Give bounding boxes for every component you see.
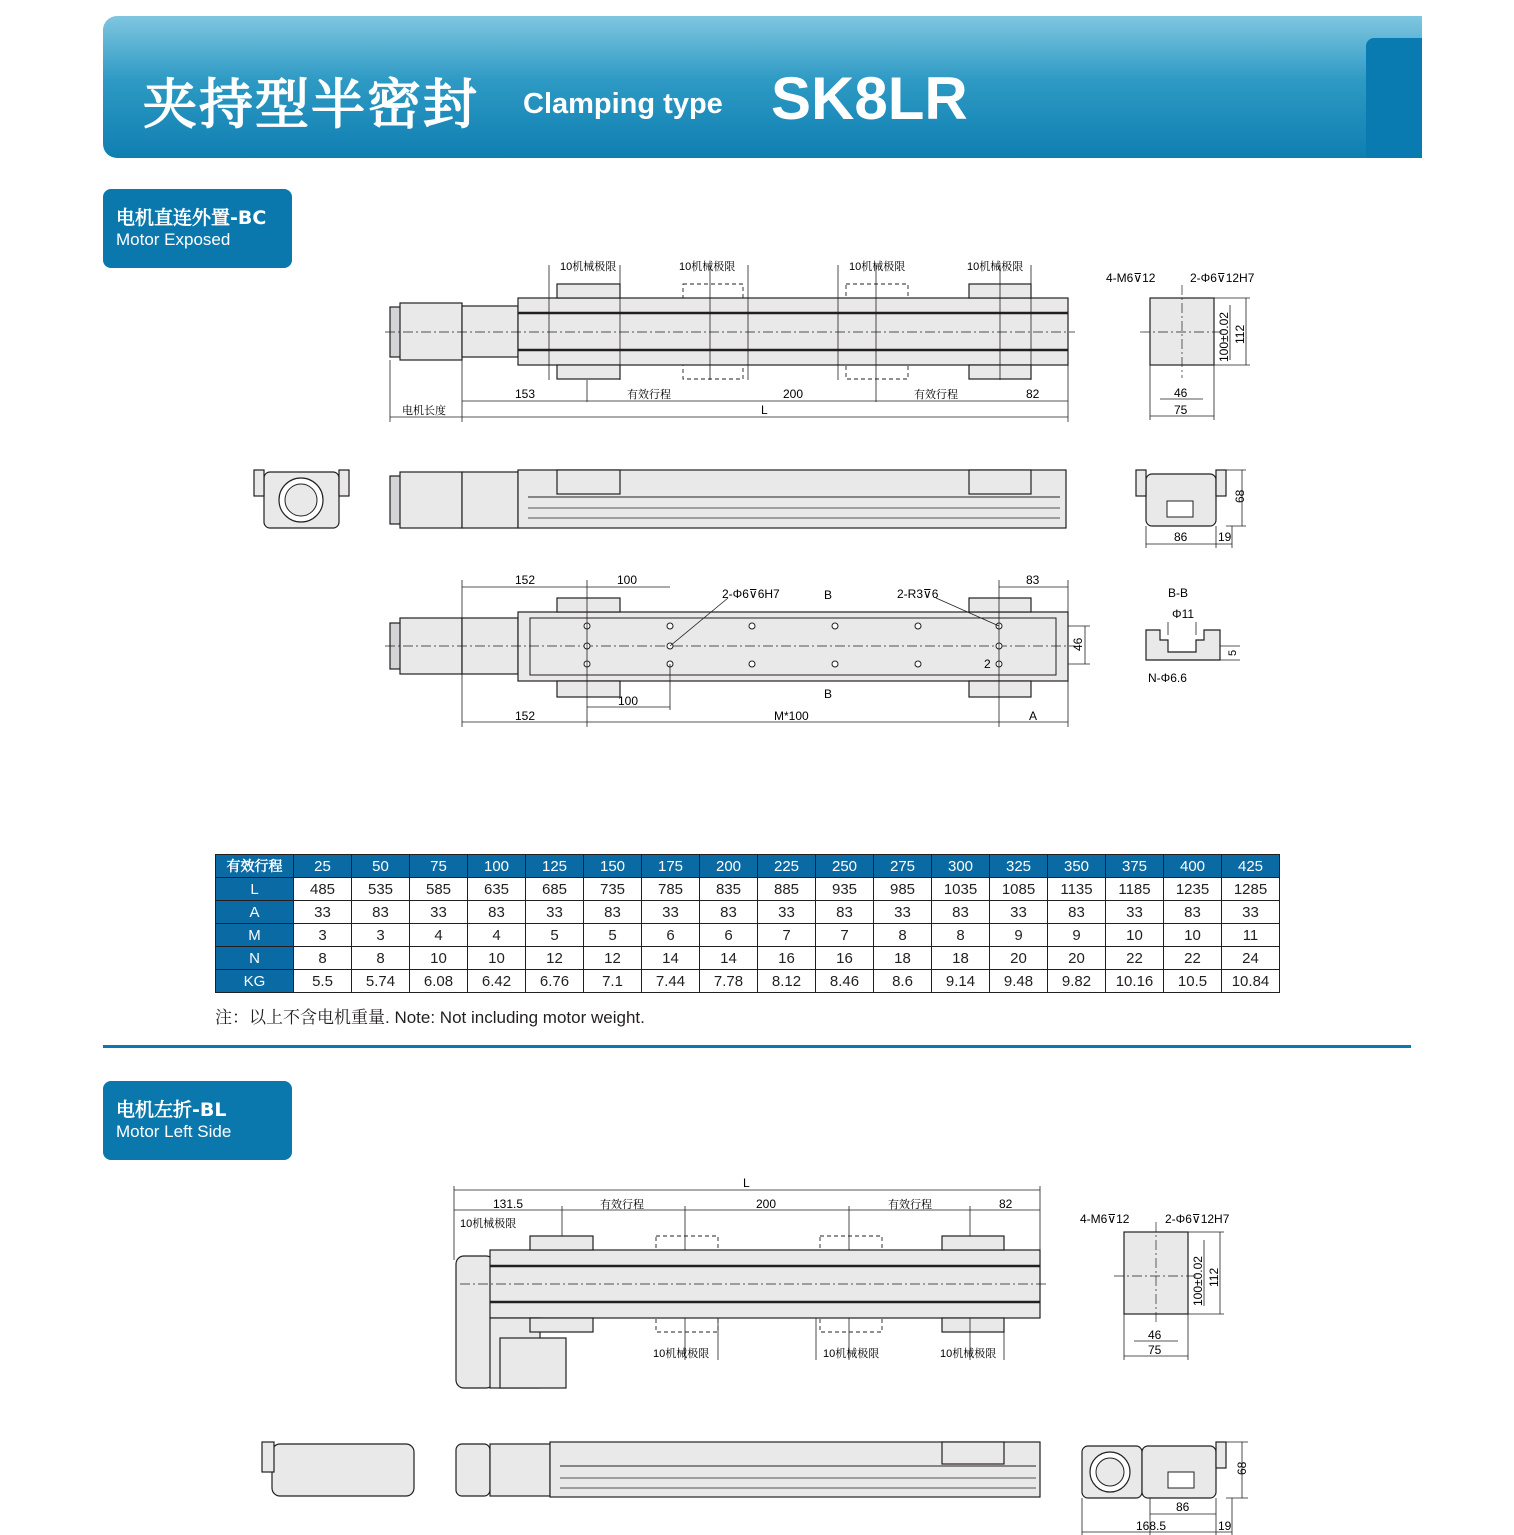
bc-sec-b-top: B <box>824 588 833 602</box>
coupling-housing <box>462 306 518 357</box>
spec-cell: 535 <box>352 878 410 901</box>
spec-cell: 14 <box>642 947 700 970</box>
spec-cell: 5 <box>584 924 642 947</box>
stroke-cell: 125 <box>526 855 584 878</box>
stroke-cell: 400 <box>1164 855 1222 878</box>
spec-cell: 8.12 <box>758 970 816 993</box>
spec-cell: 24 <box>1222 947 1280 970</box>
spec-cell: 18 <box>874 947 932 970</box>
bc-dim-L: L <box>761 403 768 417</box>
bc-hole-b: 2-R3⊽6 <box>897 587 939 601</box>
spec-row <box>216 947 1280 970</box>
bc-end-112: 112 <box>1233 324 1247 344</box>
spec-cell: 3 <box>294 924 352 947</box>
spec-cell: 635 <box>468 878 526 901</box>
title-banner <box>103 16 1422 158</box>
bc-dim-100-bottom: 100 <box>618 694 639 708</box>
bc-end-46: 46 <box>1174 386 1188 400</box>
spec-cell: 16 <box>758 947 816 970</box>
spec-cell: 1235 <box>1164 878 1222 901</box>
spec-header-row <box>216 855 1280 878</box>
spec-cell: 935 <box>816 878 874 901</box>
spec-cell: 6 <box>642 924 700 947</box>
spec-cell: 12 <box>526 947 584 970</box>
spec-cell: 8.46 <box>816 970 874 993</box>
model-name: SK8LR <box>771 65 968 132</box>
spec-cell: 7 <box>816 924 874 947</box>
bl-dim-86: 86 <box>1176 1500 1190 1514</box>
spec-cell: 83 <box>932 901 990 924</box>
spec-cell: 1085 <box>990 878 1048 901</box>
bl-end-75: 75 <box>1148 1343 1162 1357</box>
spec-row-label: L <box>216 878 294 901</box>
spec-cell: 83 <box>468 901 526 924</box>
spec-row-label: KG <box>216 970 294 993</box>
bc-dim-motor-length: 电机长度 <box>402 405 446 417</box>
spec-cell: 6 <box>700 924 758 947</box>
motor-body <box>400 303 462 360</box>
spec-cell: 1185 <box>1106 878 1164 901</box>
bl-dim-stroke-2: 有效行程 <box>888 1199 932 1211</box>
carriage-1-top <box>557 284 620 298</box>
spec-cell: 1285 <box>1222 878 1280 901</box>
spec-cell: 10.16 <box>1106 970 1164 993</box>
spec-cell: 9.14 <box>932 970 990 993</box>
spec-row-label: N <box>216 947 294 970</box>
bc-dim-68: 68 <box>1233 489 1247 503</box>
bc-limit-2: 10机械极限 <box>679 261 736 273</box>
bc-dim-86: 86 <box>1174 530 1188 544</box>
bl-limit-1: 10机械极限 <box>460 1218 517 1230</box>
spec-row <box>216 924 1280 947</box>
title-cn: 夹持型半密封 <box>143 73 479 136</box>
stroke-cell: 375 <box>1106 855 1164 878</box>
spec-table <box>215 854 1280 993</box>
stroke-cell: 425 <box>1222 855 1280 878</box>
bc-end-m6: 4-M6⊽12 <box>1106 271 1156 285</box>
spec-row <box>216 878 1280 901</box>
bc-dim-83: 83 <box>1026 573 1040 587</box>
spec-cell: 83 <box>352 901 410 924</box>
bl-end-46: 46 <box>1148 1328 1162 1342</box>
spec-cell: 33 <box>410 901 468 924</box>
spec-cell: 18 <box>932 947 990 970</box>
spec-cell: 10.84 <box>1222 970 1280 993</box>
spec-cell: 8.6 <box>874 970 932 993</box>
bc-end-view <box>1106 271 1255 420</box>
spec-cell: 8 <box>932 924 990 947</box>
spec-cell: 83 <box>1164 901 1222 924</box>
spec-cell: 6.76 <box>526 970 584 993</box>
stroke-cell: 200 <box>700 855 758 878</box>
spec-cell: 9 <box>1048 924 1106 947</box>
weight-note: 注：以上不含电机重量. Note: Not including motor weight. <box>215 1008 645 1027</box>
spec-cell: 8 <box>874 924 932 947</box>
spec-cell: 11 <box>1222 924 1280 947</box>
spec-row <box>216 901 1280 924</box>
stroke-cell: 325 <box>990 855 1048 878</box>
spec-cell: 83 <box>584 901 642 924</box>
bc-end-100tol: 100±0.02 <box>1217 312 1231 362</box>
bc-section-bb <box>1146 586 1240 685</box>
stroke-cell: 250 <box>816 855 874 878</box>
bl-limit-3: 10机械极限 <box>823 1348 880 1360</box>
spec-cell: 785 <box>642 878 700 901</box>
spec-cell: 14 <box>700 947 758 970</box>
spec-cell: 8 <box>352 947 410 970</box>
spec-cell: 33 <box>526 901 584 924</box>
spec-cell: 33 <box>874 901 932 924</box>
spec-cell: 9.82 <box>1048 970 1106 993</box>
bl-dim-168: 168.5 <box>1136 1519 1167 1533</box>
bc-dim-200: 200 <box>783 387 804 401</box>
spec-cell: 33 <box>642 901 700 924</box>
spec-cell: 33 <box>758 901 816 924</box>
bc-dim-stroke-1: 有效行程 <box>627 389 671 401</box>
bc-dim-46: 46 <box>1071 637 1085 651</box>
spec-cell: 5.74 <box>352 970 410 993</box>
bc-sec-b-bottom: B <box>824 687 833 701</box>
stroke-cell: 100 <box>468 855 526 878</box>
spec-cell: 22 <box>1106 947 1164 970</box>
bc-dim-19: 19 <box>1218 530 1232 544</box>
spec-cell: 885 <box>758 878 816 901</box>
spec-cell: 8 <box>294 947 352 970</box>
spec-cell: 83 <box>816 901 874 924</box>
bc-end-75: 75 <box>1174 403 1188 417</box>
bc-limit-4: 10机械极限 <box>967 261 1024 273</box>
stroke-cell: 300 <box>932 855 990 878</box>
stroke-cell: 225 <box>758 855 816 878</box>
spec-cell: 685 <box>526 878 584 901</box>
spec-cell: 1135 <box>1048 878 1106 901</box>
bc-dim-153: 153 <box>515 387 536 401</box>
drawing-bl <box>0 1170 1514 1535</box>
spec-cell: 4 <box>468 924 526 947</box>
bl-end-phi6: 2-Φ6⊽12H7 <box>1165 1212 1230 1226</box>
spec-row-label: M <box>216 924 294 947</box>
bc-dim-100-top: 100 <box>617 573 638 587</box>
bc-n2: 2 <box>984 657 991 671</box>
stroke-cell: 350 <box>1048 855 1106 878</box>
bb-title: B-B <box>1168 586 1189 600</box>
section-label-bl <box>103 1081 292 1160</box>
bc-limit-1: 10机械极限 <box>560 261 617 273</box>
bl-dim-68: 68 <box>1235 1461 1249 1475</box>
spec-cell: 3 <box>352 924 410 947</box>
bc-limit-3: 10机械极限 <box>849 261 906 273</box>
bl-dim-82: 82 <box>999 1197 1013 1211</box>
spec-cell: 7.1 <box>584 970 642 993</box>
stroke-cell: 50 <box>352 855 410 878</box>
bc-dim-m100: M*100 <box>774 709 809 723</box>
title-en: Clamping type <box>523 88 723 120</box>
banner-tab <box>1366 38 1422 158</box>
bl-dim-19: 19 <box>1218 1519 1232 1533</box>
spec-cell: 12 <box>584 947 642 970</box>
stroke-cell: 150 <box>584 855 642 878</box>
stroke-cell: 275 <box>874 855 932 878</box>
spec-cell: 20 <box>990 947 1048 970</box>
bc-dim-stroke-2: 有效行程 <box>914 389 958 401</box>
bc-side-view <box>254 470 1247 548</box>
spec-cell: 33 <box>294 901 352 924</box>
spec-cell: 1035 <box>932 878 990 901</box>
spec-cell: 33 <box>990 901 1048 924</box>
spec-cell: 83 <box>1048 901 1106 924</box>
spec-cell: 20 <box>1048 947 1106 970</box>
spec-cell: 7.44 <box>642 970 700 993</box>
bc-dim-152-bottom: 152 <box>515 709 536 723</box>
bl-end-100tol: 100±0.02 <box>1191 1256 1205 1306</box>
stroke-cell: 175 <box>642 855 700 878</box>
spec-cell: 9 <box>990 924 1048 947</box>
spec-cell: 7.78 <box>700 970 758 993</box>
bl-side-view <box>262 1442 1249 1535</box>
bc-top-view <box>385 259 1075 422</box>
spec-cell: 735 <box>584 878 642 901</box>
spec-cell: 985 <box>874 878 932 901</box>
bb-5: 5 <box>1227 649 1239 656</box>
spec-cell: 5 <box>526 924 584 947</box>
bc-end-phi6: 2-Φ6⊽12H7 <box>1190 271 1255 285</box>
bc-dim-A: A <box>1029 709 1038 723</box>
spec-cell: 585 <box>410 878 468 901</box>
spec-cell: 33 <box>1222 901 1280 924</box>
spec-row-label: A <box>216 901 294 924</box>
spec-header-label: 有效行程 <box>216 855 294 878</box>
bl-limit-2: 10机械极限 <box>653 1348 710 1360</box>
spec-cell: 6.08 <box>410 970 468 993</box>
spec-cell: 83 <box>700 901 758 924</box>
section-bc-title-cn: 电机直连外置-BC <box>116 207 267 229</box>
spec-cell: 10.5 <box>1164 970 1222 993</box>
spec-cell: 22 <box>1164 947 1222 970</box>
spec-cell: 835 <box>700 878 758 901</box>
spec-cell: 10 <box>468 947 526 970</box>
bl-dim-200: 200 <box>756 1197 777 1211</box>
spec-row <box>216 970 1280 993</box>
bc-hole-a: 2-Φ6⊽6H7 <box>722 587 780 601</box>
bl-dim-131: 131.5 <box>493 1197 524 1211</box>
bl-dim-stroke-1: 有效行程 <box>600 1199 644 1211</box>
carriage-1-bottom <box>557 365 620 379</box>
spec-cell: 485 <box>294 878 352 901</box>
bb-phi11: Φ11 <box>1172 607 1195 621</box>
bc-dim-152-top: 152 <box>515 573 536 587</box>
section-bc-title-en: Motor Exposed <box>116 230 231 249</box>
bl-end-m6: 4-M6⊽12 <box>1080 1212 1130 1226</box>
spec-cell: 5.5 <box>294 970 352 993</box>
spec-cell: 10 <box>1106 924 1164 947</box>
bc-bottom-view <box>385 573 1090 727</box>
spec-cell: 7 <box>758 924 816 947</box>
spec-cell: 9.48 <box>990 970 1048 993</box>
section-bl-title-cn: 电机左折-BL <box>116 1099 227 1121</box>
bb-n: N-Φ6.6 <box>1148 671 1187 685</box>
bc-dim-82: 82 <box>1026 387 1040 401</box>
spec-cell: 6.42 <box>468 970 526 993</box>
bl-top-view <box>454 1176 1046 1388</box>
spec-cell: 10 <box>410 947 468 970</box>
spec-cell: 33 <box>1106 901 1164 924</box>
section-divider <box>103 1045 1411 1048</box>
spec-cell: 4 <box>410 924 468 947</box>
section-bl-title-en: Motor Left Side <box>116 1122 232 1141</box>
bl-end-view <box>1080 1212 1230 1360</box>
actuator-body <box>518 298 1068 365</box>
bl-limit-4: 10机械极限 <box>940 1348 997 1360</box>
drawing-bc <box>0 250 1514 750</box>
stroke-cell: 25 <box>294 855 352 878</box>
spec-cell: 10 <box>1164 924 1222 947</box>
bl-dim-L: L <box>743 1176 750 1190</box>
stroke-cell: 75 <box>410 855 468 878</box>
bl-end-112: 112 <box>1207 1267 1221 1287</box>
spec-cell: 16 <box>816 947 874 970</box>
